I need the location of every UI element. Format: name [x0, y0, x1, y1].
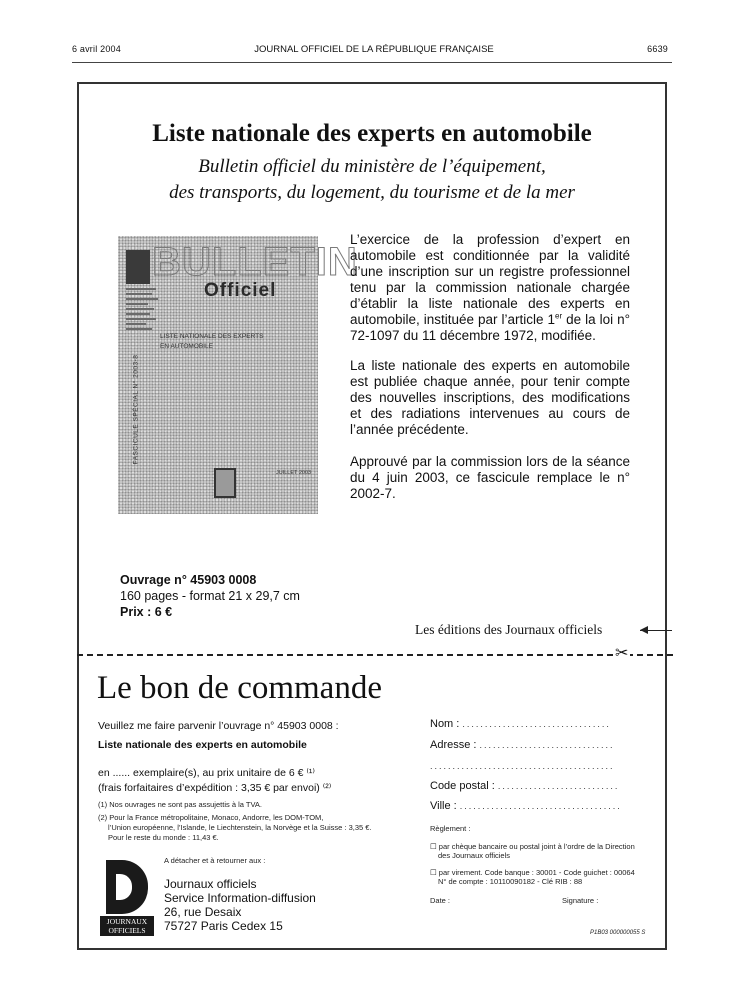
signature-field[interactable]: Signature :: [562, 896, 599, 905]
form-reference: P1B03 000000055 S: [590, 930, 646, 936]
journaux-officiels-logo: JOURNAUX OFFICIELS: [100, 860, 154, 934]
order-request: Veuillez me faire parvenir l’ouvrage n° 45903 0008 :: [98, 720, 339, 732]
payment-cheque-detail: des Journaux officiels: [438, 851, 510, 860]
cover-inner-line-1: LISTE NATIONALE DES EXPERTS: [160, 333, 264, 340]
adresse-field-line-2[interactable]: .........................................: [430, 761, 615, 771]
cover-spine-text: FASCICULE SPÉCIAL N° 2003-8: [132, 354, 140, 465]
nom-field[interactable]: Nom : .................................: [430, 718, 611, 730]
scissors-icon: ✂: [615, 645, 629, 662]
adresse-field[interactable]: Adresse : ..............................: [430, 739, 615, 751]
address-line-1: Journaux officiels: [164, 877, 257, 891]
reglement-label: Règlement :: [430, 824, 471, 833]
detach-instruction: A détacher et à retourner aux :: [164, 856, 266, 865]
header-date: 6 avril 2004: [72, 44, 121, 54]
description-paragraph-2: La liste nationale des experts en automobile est publiée chaque année, pour tenir compte des nouvelles inscriptions, des modifications et des radiations intervenues au cours de l’année précédente.: [350, 358, 630, 437]
ouvrage-format: 160 pages - format 21 x 29,7 cm: [120, 589, 300, 603]
cut-line: [77, 654, 673, 656]
description-paragraph-3: Approuvé par la commission lors de la séance du 4 juin 2003, ce fascicule remplace le n° 2002-7.: [350, 454, 630, 501]
ouvrage-number: Ouvrage n° 45903 0008: [120, 573, 257, 587]
cover-dark-block: [126, 250, 150, 284]
arrow-line: [640, 630, 672, 631]
order-form-title: Le bon de commande: [97, 670, 382, 706]
ville-field[interactable]: Ville : ....................................: [430, 800, 622, 812]
ad-title: Liste nationale des experts en automobile: [152, 120, 592, 147]
order-book-title: Liste nationale des experts en automobile: [98, 739, 307, 751]
order-quantity[interactable]: en ...... exemplaire(s), au prix unitaire de 6 € ⁽¹⁾: [98, 767, 316, 779]
cover-title-officiel: Officiel: [204, 280, 277, 301]
header-page-number: 6639: [647, 44, 668, 54]
header-journal-title: JOURNAL OFFICIEL DE LA RÉPUBLIQUE FRANÇAISE: [254, 44, 494, 55]
order-note-2a: (2) Pour la France métropolitaine, Monaco, Andorre, les DOM-TOM,: [98, 813, 324, 822]
address-line-2: Service Information-diffusion: [164, 891, 316, 905]
editions-label: Les éditions des Journaux officiels: [415, 622, 603, 637]
date-field[interactable]: Date :: [430, 896, 451, 905]
ad-subtitle-line-2: des transports, du logement, du tourisme et de la mer: [169, 182, 575, 203]
cover-date: JUILLET 2003: [276, 470, 312, 476]
ad-subtitle-line-1: Bulletin officiel du ministère de l’équipement,: [198, 156, 546, 177]
address-line-3: 26, rue Desaix: [164, 905, 242, 919]
order-note-2c: Pour le reste du monde : 11,43 €.: [108, 833, 219, 842]
payment-virement-option[interactable]: ☐ par virement. Code banque : 30001 - Code guichet : 00064: [430, 868, 635, 877]
order-note-1: (1) Nos ouvrages ne sont pas assujettis à la TVA.: [98, 800, 262, 809]
cover-inner-line-2: EN AUTOMOBILE: [160, 343, 213, 350]
order-note-2b: l’Union européenne, l’Islande, le Liechtenstein, la Norvège et la Suisse : 3,35 €.: [108, 823, 372, 832]
cover-emblem-icon: [214, 468, 236, 498]
payment-cheque-option[interactable]: ☐ par chèque bancaire ou postal joint à l’ordre de la Direction: [430, 842, 635, 851]
order-shipping: (frais forfaitaires d’expédition : 3,35 € par envoi) ⁽²⁾: [98, 782, 332, 794]
cover-text-lines: [126, 288, 162, 333]
payment-virement-detail: N° de compte : 10110090182 - Clé RIB : 88: [438, 877, 583, 886]
bulletin-cover-image: [118, 236, 358, 514]
cover-title-bulletin: BULLETIN: [152, 240, 358, 284]
header-rule: [72, 62, 672, 63]
ouvrage-price: Prix : 6 €: [120, 605, 173, 619]
cover-inner-title: [160, 332, 263, 352]
address-line-4: 75727 Paris Cedex 15: [164, 919, 283, 933]
code-postal-field[interactable]: Code postal : ...........................: [430, 780, 620, 792]
description-paragraph-1: L’exercice de la profession d’expert en automobile est conditionnée par la validité d’une inscription sur un registre professionnel tenu par la commission nationale chargée d’établir la liste nationale des experts en automobile, instituée par l’article 1er de la loi n° 72-1097 du 11 décembre 1972, modifiée.: [350, 232, 630, 343]
